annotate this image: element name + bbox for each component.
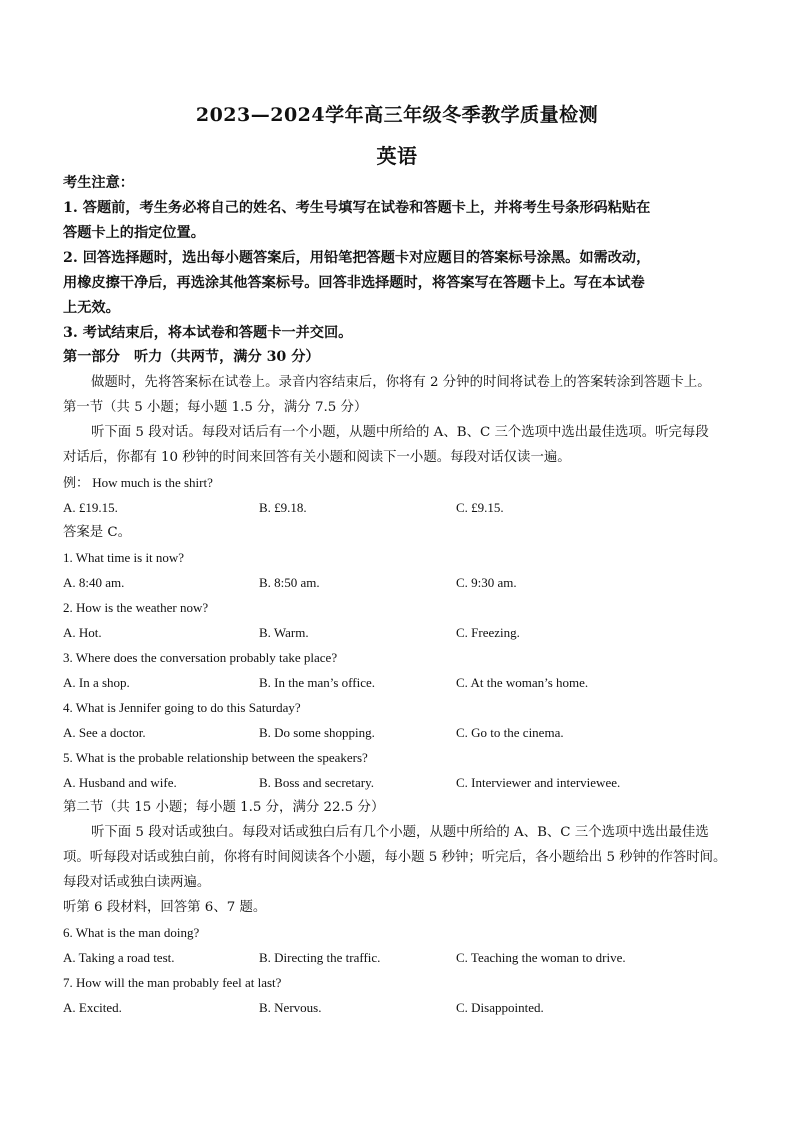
question: 4. What is Jennifer going to do this Saturday? xyxy=(63,700,301,715)
option-c: C. 9:30 am. xyxy=(456,575,517,590)
option-b: B. Warm. xyxy=(259,625,309,640)
section1-instruction: 听下面 5 段对话。每段对话后有一个小题，从题中所给的 A、B、C 三个选项中选出最佳选项。听完每段 xyxy=(91,425,709,440)
example-answer: 答案是 C。 xyxy=(63,525,132,540)
option-b: B. Do some shopping. xyxy=(259,725,375,740)
option-c: C. Freezing. xyxy=(456,625,520,640)
subject-title: 英语 xyxy=(376,144,418,168)
option-b: B. £9.18. xyxy=(259,500,307,515)
notice-line: 1. 答题前，考生务必将自己的姓名、考生号填写在试卷和答题卡上，并将考生号条形码粘贴在 xyxy=(63,200,651,216)
question: 7. How will the man probably feel at last? xyxy=(63,975,282,990)
option-a: A. Hot. xyxy=(63,625,102,640)
section1-instruction: 对话后，你都有 10 秒钟的时间来回答有关小题和阅读下一小题。每段对话仅读一遍。 xyxy=(63,450,571,465)
section2-instruction: 听下面 5 段对话或独白。每段对话或独白后有几个小题，从题中所给的 A、B、C 三个选项中选出最佳选 xyxy=(91,825,709,840)
notice-line: 答题卡上的指定位置。 xyxy=(63,225,205,241)
question: 1. What time is it now? xyxy=(63,550,185,565)
section1-heading: 第一节（共 5 小题；每小题 1.5 分，满分 7.5 分） xyxy=(63,400,368,415)
notice-line: 2. 回答选择题时，选出每小题答案后，用铅笔把答题卡对应题目的答案标号涂黑。如需改动， xyxy=(63,250,651,266)
option-a: A. See a doctor. xyxy=(63,725,146,740)
option-b: B. In the man’s office. xyxy=(259,675,376,690)
question: 6. What is the man doing? xyxy=(63,925,200,940)
notice-heading: 考生注意： xyxy=(63,175,134,191)
option-c: C. Teaching the woman to drive. xyxy=(456,950,626,965)
option-b: B. Nervous. xyxy=(259,1000,322,1015)
question: 5. What is the probable relationship between the speakers? xyxy=(63,750,368,765)
notice-line: 用橡皮擦干净后，再选涂其他答案标号。回答非选择题时，将答案写在答题卡上。写在本试卷 xyxy=(63,275,645,291)
option-a: A. Husband and wife. xyxy=(63,775,177,790)
option-a: A. Taking a road test. xyxy=(63,950,175,965)
question: 3. Where does the conversation probably take place? xyxy=(63,650,338,665)
part1-instruction: 做题时，先将答案标在试卷上。录音内容结束后，你将有 2 分钟的时间将试卷上的答案转涂到答题卡上。 xyxy=(91,375,711,390)
section2-heading: 第二节（共 15 小题；每小题 1.5 分，满分 22.5 分） xyxy=(63,800,385,815)
option-b: B. Directing the traffic. xyxy=(259,950,381,965)
notice-line: 上无效。 xyxy=(63,300,120,316)
section2-instruction: 项。听每段对话或独白前，你将有时间阅读各个小题，每小题 5 秒钟；听完后，各小题给出 5 秒钟的作答时间。 xyxy=(63,850,727,865)
option-a: A. Excited. xyxy=(63,1000,122,1015)
option-a: A. 8:40 am. xyxy=(63,575,125,590)
part1-heading: 第一部分 听力（共两节，满分 30 分） xyxy=(63,349,320,365)
option-c: C. At the woman’s home. xyxy=(456,675,589,690)
exam-title: 2023—2024学年高三年级冬季教学质量检测 xyxy=(195,104,599,126)
option-c: C. Interviewer and interviewee. xyxy=(456,775,621,790)
option-c: C. Disappointed. xyxy=(456,1000,544,1015)
question: 2. How is the weather now? xyxy=(63,600,209,615)
option-c: C. Go to the cinema. xyxy=(456,725,564,740)
option-b: B. 8:50 am. xyxy=(259,575,320,590)
material-note: 听第 6 段材料，回答第 6、7 题。 xyxy=(63,900,267,915)
notice-line: 3. 考试结束后，将本试卷和答题卡一并交回。 xyxy=(63,325,353,341)
option-a: A. £19.15. xyxy=(63,500,118,515)
example-question: 例： How much is the shirt? xyxy=(63,475,213,490)
section2-instruction: 每段对话或独白读两遍。 xyxy=(63,875,211,890)
option-a: A. In a shop. xyxy=(63,675,130,690)
option-c: C. £9.15. xyxy=(456,500,504,515)
option-b: B. Boss and secretary. xyxy=(259,775,375,790)
